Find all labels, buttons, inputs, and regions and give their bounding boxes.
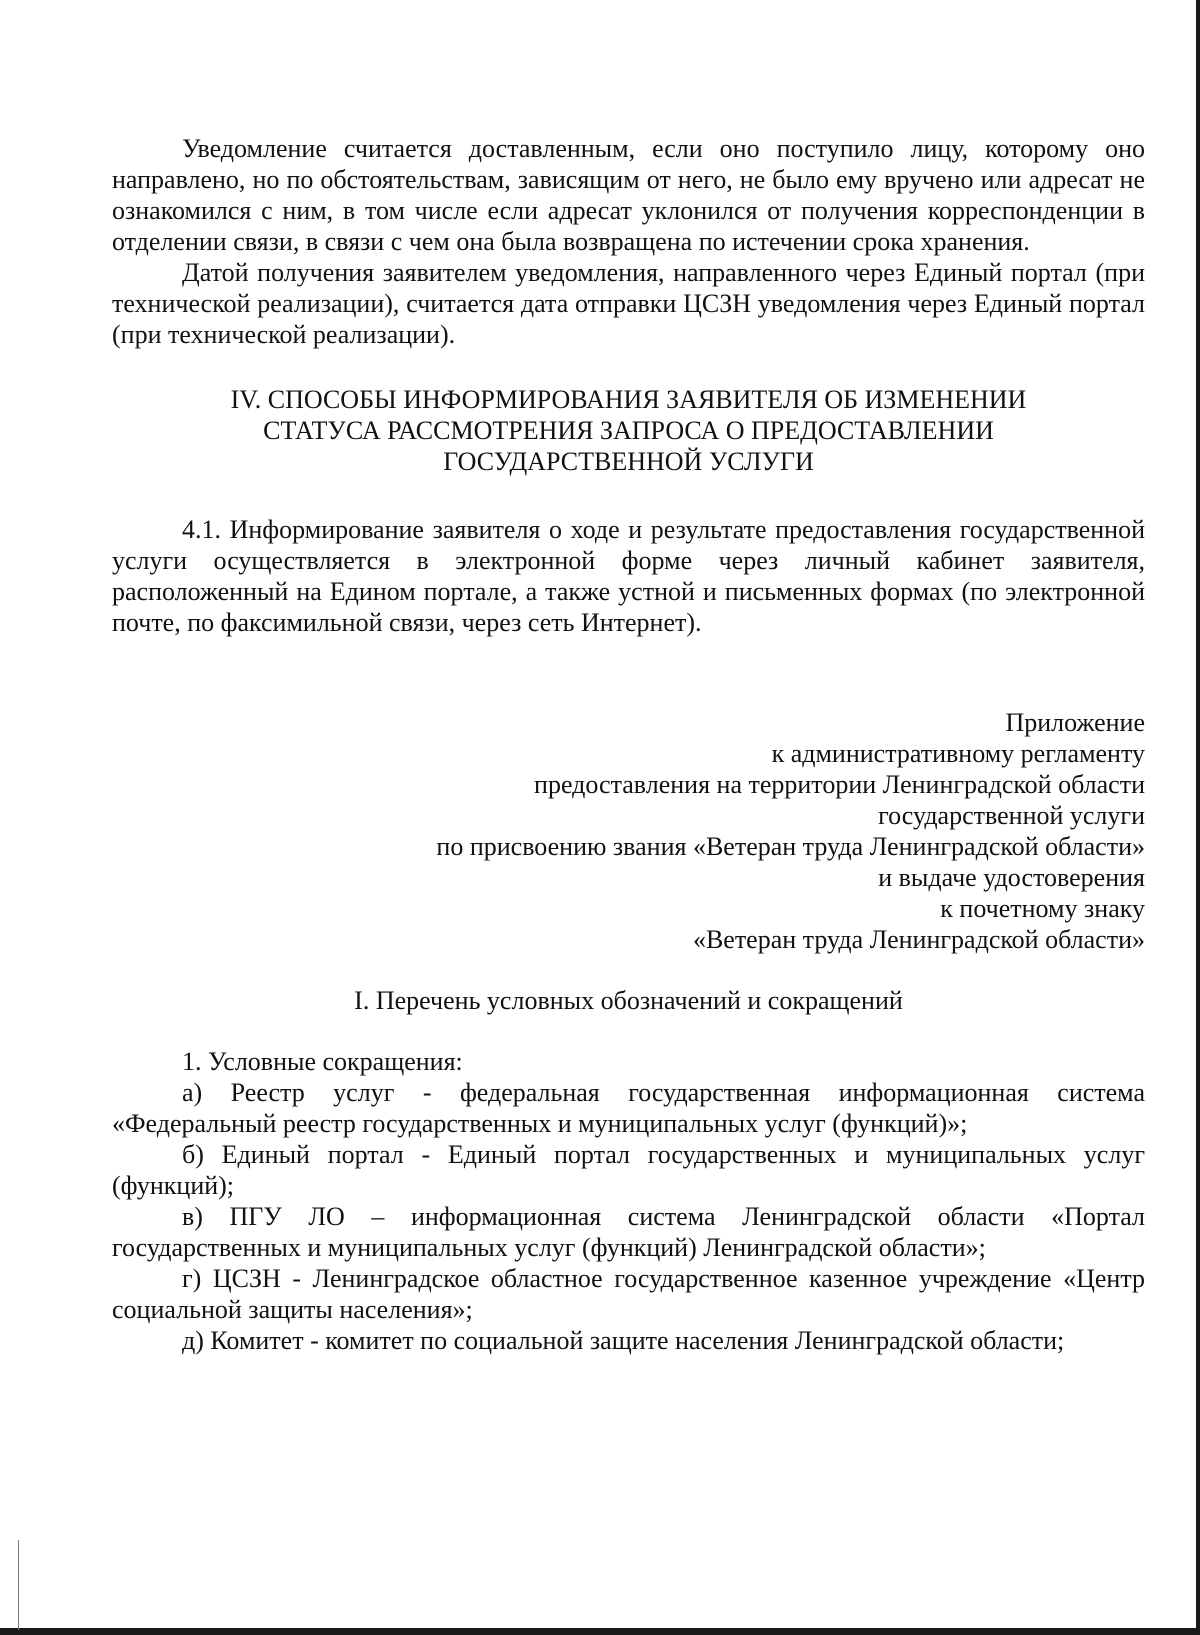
appendix-line: к административному регламенту	[771, 739, 1145, 768]
abbreviation-item: а) Реестр услуг - федеральная государственная информационная система «Федеральный реестр государственных и муниципальных услуг (функций)»;	[112, 1078, 1145, 1138]
section-4-title-line: СТАТУСА РАССМОТРЕНИЯ ЗАПРОСА О ПРЕДОСТАВЛЕНИИ	[263, 416, 994, 445]
abbreviation-item: в) ПГУ ЛО – информационная система Ленинградской области «Портал государственных и муниципальных услуг (функций) Ленинградской области»;	[112, 1202, 1145, 1262]
abbreviation-item: г) ЦСЗН - Ленинградское областное государственное казенное учреждение «Центр социальной защиты населения»;	[112, 1264, 1145, 1324]
section-4-title-line: IV. СПОСОБЫ ИНФОРМИРОВАНИЯ ЗАЯВИТЕЛЯ ОБ ИЗМЕНЕНИИ	[230, 385, 1027, 414]
intro-block	[112, 133, 1145, 350]
abbreviation-item: д) Комитет - комитет по социальной защите населения Ленинградской области;	[182, 1326, 1065, 1355]
section-4-paragraph: 4.1. Информирование заявителя о ходе и результате предоставления государственной услуги осуществляется в электронной форме через личный кабинет заявителя, расположенный на Едином портале, а также устной и письменных формах (по электронной почте, по факсимильной связи, через сеть Интернет).	[112, 515, 1145, 637]
section-4-title-line: ГОСУДАРСТВЕННОЙ УСЛУГИ	[443, 447, 814, 476]
section-1-title: I. Перечень условных обозначений и сокращений	[354, 986, 903, 1015]
section-1-heading: 1. Условные сокращения:	[182, 1047, 463, 1076]
appendix-line: Приложение	[1005, 708, 1145, 737]
scan-right-edge	[1196, 0, 1200, 1635]
document-page	[112, 133, 1145, 1356]
appendix-line: по присвоению звания «Ветеран труда Ленинградской области»	[436, 832, 1145, 861]
appendix-line: и выдаче удостоверения	[878, 863, 1145, 892]
appendix-line: «Ветеран труда Ленинградской области»	[692, 925, 1145, 954]
intro-paragraph-receipt-date: Датой получения заявителем уведомления, направленного через Единый портал (при технической реализации), считается дата отправки ЦСЗН уведомления через Единый портал (при технической реализации).	[112, 258, 1145, 349]
appendix-header	[112, 707, 1145, 955]
intro-paragraph-delivery: Уведомление считается доставленным, если оно поступило лицу, которому оно направлено, но по обстоятельствам, зависящим от него, не было ему вручено или адресат не ознакомился с ним, в том числе если адресат уклонился от получения корреспонденции в отделении связи, в связи с чем она была возвращена по истечении срока хранения.	[112, 134, 1145, 256]
abbreviation-item: б) Единый портал - Единый портал государственных и муниципальных услуг (функций);	[112, 1140, 1145, 1200]
appendix-line: предоставления на территории Ленинградской области	[534, 770, 1145, 799]
appendix-line: государственной услуги	[878, 801, 1145, 830]
scan-artifact-line	[18, 1540, 19, 1630]
scan-bottom-edge	[0, 1628, 1200, 1635]
appendix-line: к почетному знаку	[940, 894, 1145, 923]
section-4-title	[112, 384, 1145, 477]
